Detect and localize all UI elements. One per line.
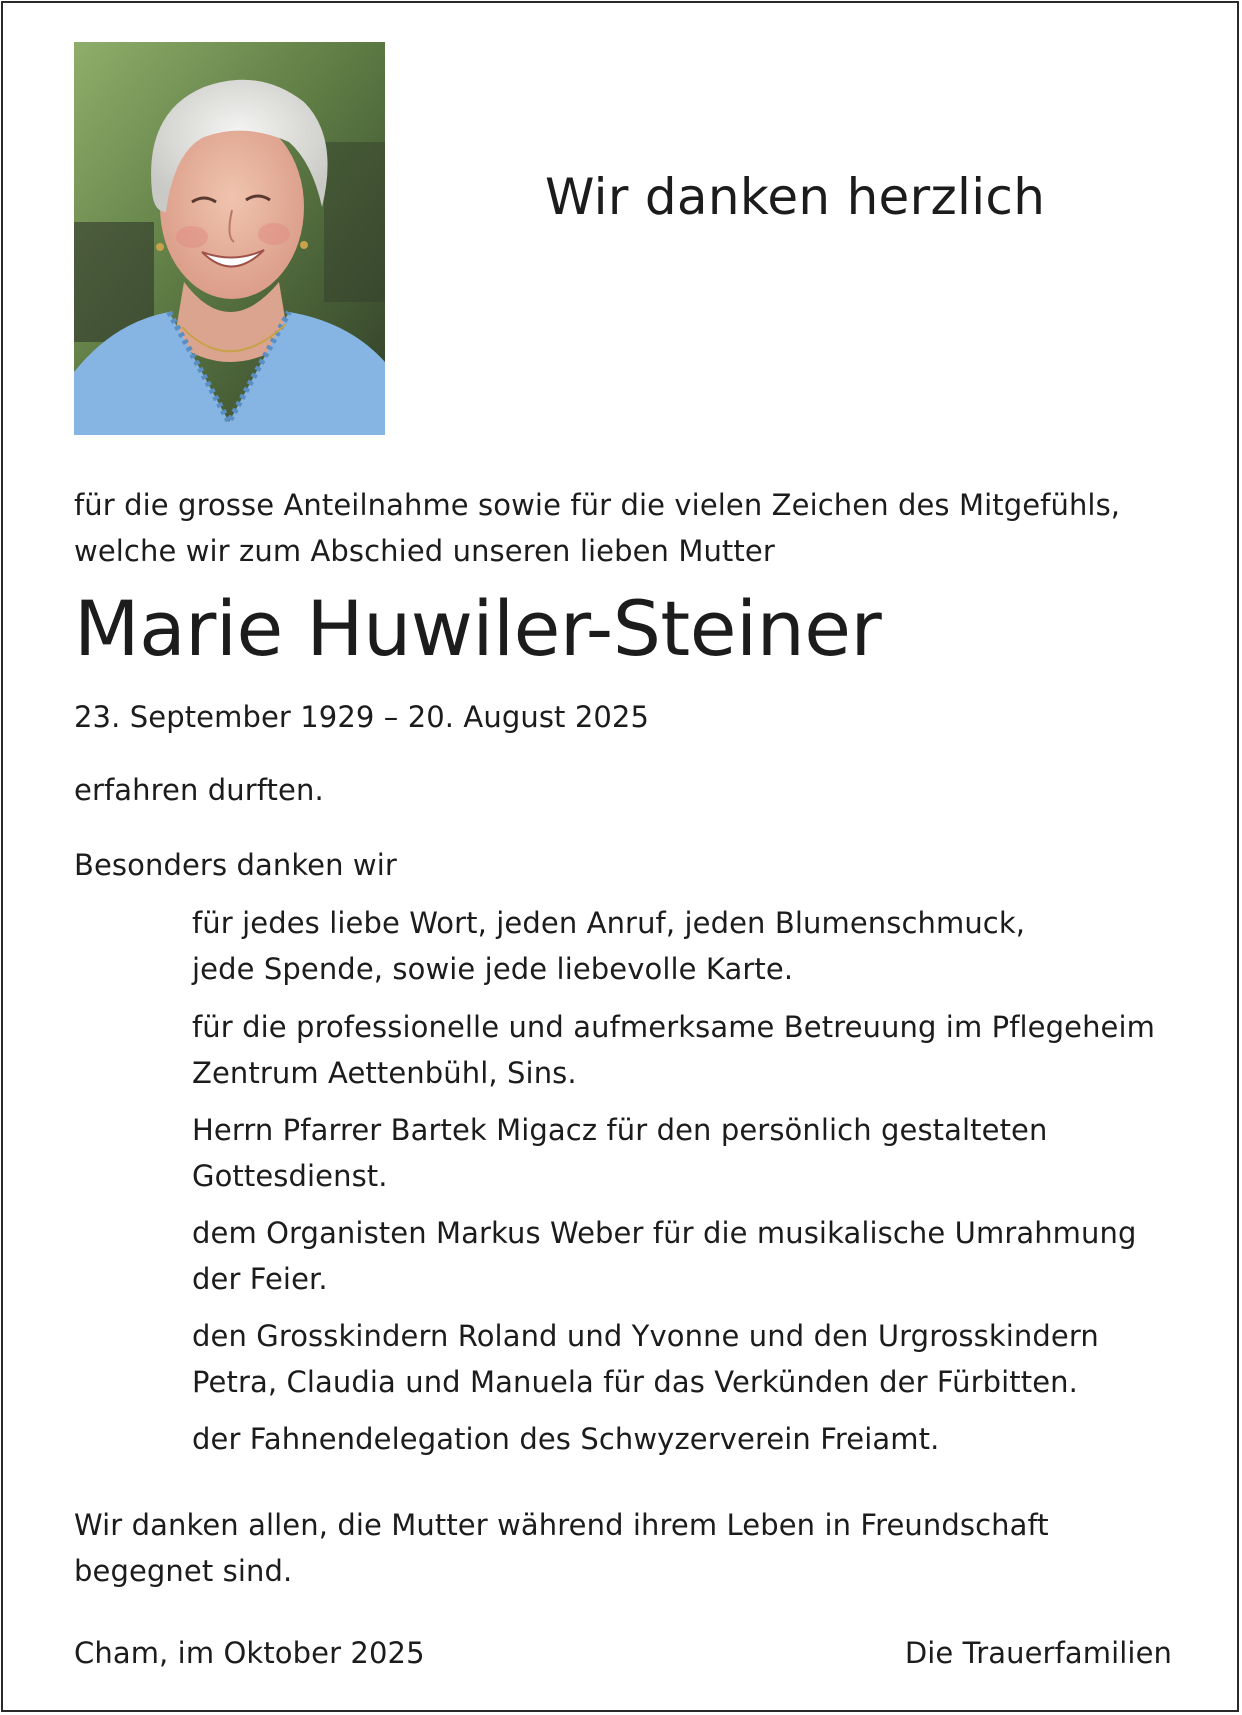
thanks-line: für die professionelle und aufmerksame Betreuung im Pflegeheim (192, 1010, 1156, 1044)
thanks-line: Petra, Claudia und Manuela für das Verkünden der Fürbitten. (192, 1365, 1078, 1399)
thanks-line: den Grosskindern Roland und Yvonne und den Urgrosskindern (192, 1319, 1099, 1353)
thanks-item (192, 1313, 1099, 1405)
life-dates: 23. September 1929 – 20. August 2025 (74, 700, 650, 734)
thanks-intro: Besonders danken wir (74, 848, 397, 882)
thanks-item (192, 1210, 1137, 1302)
deceased-name: Marie Huwiler-Steiner (74, 584, 882, 673)
intro-line: welche wir zum Abschied unseren lieben Mutter (74, 534, 775, 568)
thanks-item (192, 900, 1025, 992)
thanks-line: jede Spende, sowie jede liebevolle Karte. (192, 952, 794, 986)
place-date: Cham, im Oktober 2025 (74, 1636, 425, 1670)
signature: Die Trauerfamilien (904, 1636, 1172, 1670)
intro-text (74, 482, 1120, 574)
after-name-text: erfahren durften. (74, 773, 324, 807)
thanks-line: für jedes liebe Wort, jeden Anruf, jeden Blumenschmuck, (192, 906, 1026, 940)
thanks-line: Zentrum Aettenbühl, Sins. (192, 1056, 577, 1090)
thanks-line: der Fahnendelegation des Schwyzerverein Freiamt. (192, 1422, 940, 1456)
thanks-item (192, 1004, 1155, 1096)
closing-line: Wir danken allen, die Mutter während ihrem Leben in Freundschaft (74, 1508, 1049, 1542)
closing-line: begegnet sind. (74, 1554, 293, 1588)
intro-line: für die grosse Anteilnahme sowie für die vielen Zeichen des Mitgefühls, (74, 488, 1121, 522)
thanks-line: Gottesdienst. (192, 1159, 388, 1193)
thanks-line: Herrn Pfarrer Bartek Migacz für den persönlich gestalteten (192, 1113, 1048, 1147)
heading: Wir danken herzlich (545, 168, 1046, 226)
thanks-line: der Feier. (192, 1262, 328, 1296)
thanks-line: dem Organisten Markus Weber für die musikalische Umrahmung (192, 1216, 1137, 1250)
portrait-photo (74, 42, 385, 435)
closing-text (74, 1502, 1049, 1594)
thanks-item (192, 1107, 1047, 1199)
thanks-item (192, 1416, 939, 1462)
